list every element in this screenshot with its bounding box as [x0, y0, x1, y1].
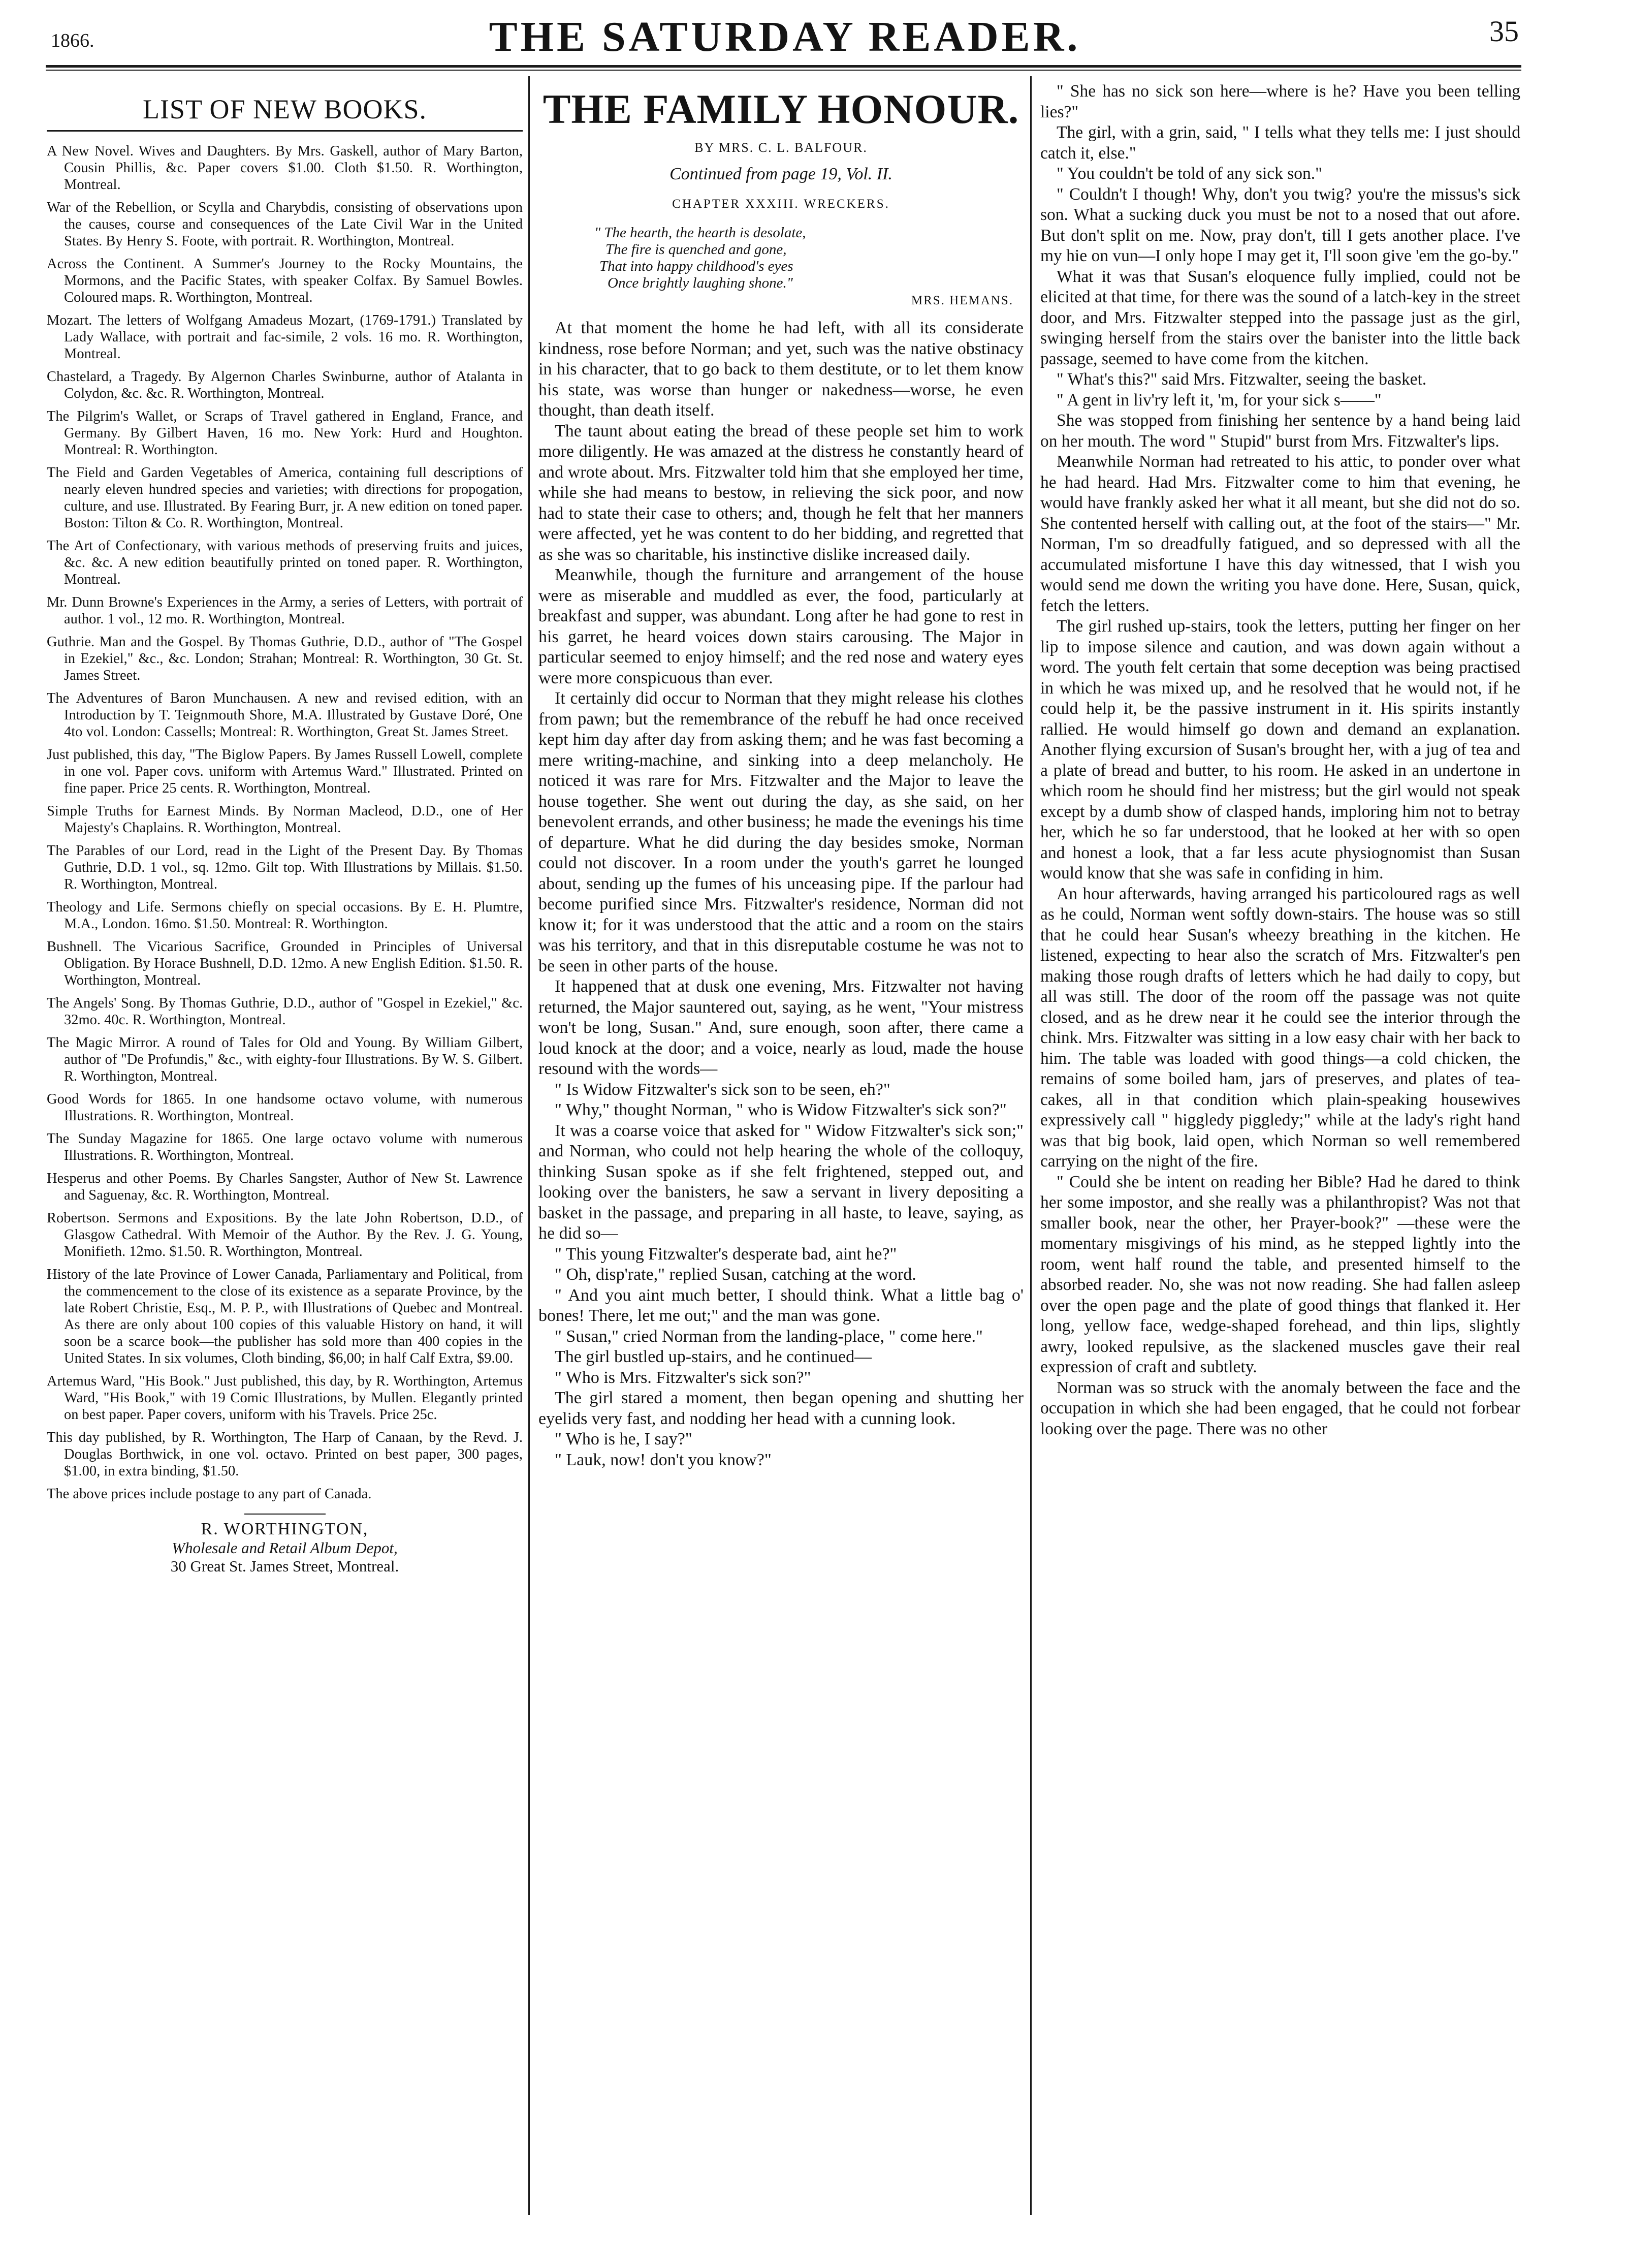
story-paragraph: The taunt about eating the bread of these people set him to work more diligently. He was amazed at the distress he constantly heard of and wrote about. Mrs. Fitzwalter told him that she employed her time, while she had means to bestow, in relieving the sick poor, and now had to state their case to others; and, though he felt that her manners were affected, yet he was content to do her bidding, and regretted that as she was so charitable, his instinctive dislike increased daily. [538, 421, 1024, 564]
book-entry: Robertson. Sermons and Expositions. By the late John Robertson, D.D., of Glasgow Cathedral. With Memoir of the Author. By the Rev. J. G. Young, Monifieth. 12mo. $1.50. R. Worthington, Montreal. [47, 1210, 523, 1259]
masthead [51, 9, 1519, 60]
story-paragraph: " Lauk, now! don't you know?" [555, 1450, 772, 1469]
book-entry: This day published, by R. Worthington, The Harp of Canaan, by the Revd. J. Douglas Borthwick, in one vol. octavo. Printed on best paper, 300 pages, $1.00, in extra binding, $1.50. [47, 1430, 523, 1479]
story-paragraph: It happened that at dusk one evening, Mrs. Fitzwalter not having returned, the Major sauntered out, saying, as he went, "Your mistress won't be long, Susan." And, sure enough, soon after, there came a loud knock at the door; and a voice, nearly as loud, made the house resound with the words— [538, 977, 1024, 1078]
masthead-rule [46, 65, 1521, 68]
story-paragraph: " You couldn't be told of any sick son." [1057, 164, 1322, 183]
story-paragraph: At that moment the home he had left, with all its considerate kindness, rose before Norman; and yet, such was the native obstinacy in his character, that to go back to them destitute, or to let them know his state, was worse than hunger or nakedness—worse, he even thought, than death itself. [538, 319, 1024, 420]
story-paragraph: " What's this?" said Mrs. Fitzwalter, seeing the basket. [1057, 370, 1427, 389]
book-entry: The above prices include postage to any part of Canada. [47, 1486, 372, 1502]
book-entry: Mozart. The letters of Wolfgang Amadeus Mozart, (1769-1791.) Translated by Lady Wallace, with portrait and fac-simile, 2 vols. 16 mo. R. Worthington, Montreal. [47, 312, 523, 362]
epigraph-line: That into happy childhood's eyes [599, 258, 793, 274]
book-entry: The Adventures of Baron Munchausen. A new and revised edition, with an Introduction by T. Teignmouth Shore, M.A. Illustrated by Gustave Doré, One 4to vol. London: Cassells; Montreal: R. Worthington, Great St. James Street. [47, 690, 523, 740]
story-paragraph: " Who is he, I say?" [555, 1430, 692, 1448]
story-paragraph: Meanwhile Norman had retreated to his attic, to ponder over what he had heard. Had Mrs. Fitzwalter come to him that evening, he would have frankly asked her what it all meant, but she did not do so. She contented herself with calling out, at the foot of the stairs—" Mr. Norman, I'm so dreadfully fatigued, and so depressed with all the accumulated misfortune I have this day witnessed, that I wish you would send me down the writing you have done. Here, Susan, quick, fetch the letters. [1040, 452, 1520, 615]
book-entry: Simple Truths for Earnest Minds. By Norman Macleod, D.D., one of Her Majesty's Chaplains. R. Worthington, Montreal. [47, 803, 523, 836]
book-entry: History of the late Province of Lower Canada, Parliamentary and Political, from the commencement to the close of its existence as a separate Province, by the late Robert Christie, Esq., M. P. P., with Illustrations of Quebec and Montreal. As there are only about 100 copies of this valuable History on hand, it will soon be a scarce book—the publisher has sold more than 400 copies in the United States. In six volumes, Cloth binding, $6,00; in half Calf Extra, $9.00. [47, 1267, 523, 1366]
story-paragraph: The girl stared a moment, then began opening and shutting her eyelids very fast, and nodding her head with a cunning look. [538, 1389, 1024, 1428]
epigraph [538, 225, 1024, 292]
publisher-description: Wholesale and Retail Album Depot, [172, 1539, 398, 1557]
story-paragraph: The girl, with a grin, said, " I tells what they tells me: I just should catch it, else." [1040, 123, 1520, 163]
book-entry: War of the Rebellion, or Scylla and Charybdis, consisting of observations upon the causes, course and consequences of the Late Civil War in the United States. By Henry S. Foote, with portrait. R. Worthington, Montreal. [47, 200, 523, 249]
masthead-rule-thin [46, 70, 1521, 71]
publisher-footer [47, 1514, 523, 1576]
book-entry: Bushnell. The Vicarious Sacrifice, Grounded in Principles of Universal Obligation. By Horace Bushnell, D.D. 12mo. A new English Edition. $1.50. R. Worthington, Montreal. [47, 939, 523, 988]
book-entry: Good Words for 1865. In one handsome octavo volume, with numerous Illustrations. R. Worthington, Montreal. [47, 1091, 523, 1124]
story-column-2 [1040, 81, 1520, 2235]
byline: BY MRS. C. L. BALFOUR. [694, 140, 868, 155]
book-entry: A New Novel. Wives and Daughters. By Mrs. Gaskell, author of Mary Barton, Cousin Phillis, &c. Paper covers $1.00. Cloth $1.50. R. Worthington, Montreal. [47, 143, 523, 193]
epigraph-line: Once brightly laughing shone." [608, 275, 793, 291]
book-entry: Guthrie. Man and the Gospel. By Thomas Guthrie, D.D., author of "The Gospel in Ezekiel," &c., &c. London; Strahan; Montreal: R. Worthington, 30 Gt. St. James Street. [47, 634, 523, 683]
story-paragraph: The girl bustled up-stairs, and he continued— [555, 1347, 872, 1366]
story-paragraph: " And you aint much better, I should think. What a little bag o' bones! There, let me out;" and the man was gone. [538, 1285, 1024, 1325]
story-paragraph: It certainly did occur to Norman that they might release his clothes from pawn; but the remembrance of the rebuff he had once received kept him day after day from asking them; and he was fast becoming a mere writing-machine, and sinking into a deep melancholy. He noticed it was rare for Mrs. Fitzwalter and the Major to leave the house together. She went out during the day, as she said, on her benevolent errands, and other business; he made the evenings his time of departure. What he did during the day besides smoke, Norman could not discover. In a room under the youth's garret he lounged about, sending up the fumes of his unceasing pipe. If the parlour had become purified since Mrs. Fitzwalter's residence, Norman did not know it; for it was understood that the attic and a room on the stairs was his territory, and that in this disreputable costume he was not to be seen in other parts of the house. [538, 689, 1024, 975]
story-paragraph: " Susan," cried Norman from the landing-place, " come here." [555, 1327, 983, 1346]
column-divider [528, 76, 530, 2215]
book-entry: Hesperus and other Poems. By Charles Sangster, Author of New St. Lawrence and Saguenay, &c. R. Worthington, Montreal. [47, 1171, 523, 1203]
publisher-address: 30 Great St. James Street, Montreal. [170, 1557, 399, 1575]
book-list-column [47, 81, 523, 2195]
book-entry: Across the Continent. A Summer's Journey to the Rocky Mountains, the Mormons, and the Pacific States, with speaker Colfax. By Samuel Bowles. Coloured maps. R. Worthington, Montreal. [47, 256, 523, 305]
book-entry: The Sunday Magazine for 1865. One large octavo volume with numerous Illustrations. R. Worthington, Montreal. [47, 1131, 523, 1163]
story-column-1 [538, 81, 1024, 2235]
book-entry: Chastelard, a Tragedy. By Algernon Charles Swinburne, author of Atalanta in Colydon, &c. &c. R. Worthington, Montreal. [47, 369, 523, 401]
story-paragraph: It was a coarse voice that asked for " Widow Fitzwalter's sick son;" and Norman, who could not help hearing the whole of the colloquy, thinking Susan spoke as if she felt frightened, stepped out, and looking over the banisters, he saw a servant in livery depositing a basket in the passage, and preparing in all haste, to leave, saying, as he did so— [538, 1121, 1024, 1243]
story-paragraph: What it was that Susan's eloquence fully implied, could not be elicited at that time, for there was the sound of a latch-key in the street door, and Mrs. Fitzwalter stepped into the passage just as the girl, swinging herself from the stairs over the banister into the little back passage, seemed to have come from the kitchen. [1040, 267, 1520, 368]
continued-note: Continued from page 19, Vol. II. [669, 165, 892, 183]
story-title: THE FAMILY HONOUR. [543, 86, 1019, 132]
story-paragraph: " Who is Mrs. Fitzwalter's sick son?" [555, 1368, 811, 1387]
story-paragraph: " Why," thought Norman, " who is Widow Fitzwalter's sick son?" [555, 1100, 1007, 1119]
story-body [538, 318, 1024, 1470]
book-entry: The Magic Mirror. A round of Tales for Old and Young. By William Gilbert, author of "De Profundis," &c., with eighty-four Illustrations. By W. S. Gilbert. R. Worthington, Montreal. [47, 1035, 523, 1084]
column-divider [1030, 76, 1032, 2215]
book-entry: The Parables of our Lord, read in the Light of the Present Day. By Thomas Guthrie, D.D. 1 vol., sq. 12mo. Gilt top. With Illustrations by Millais. $1.50. R. Worthington, Montreal. [47, 843, 523, 892]
chapter-heading: CHAPTER XXXIII. WRECKERS. [672, 197, 890, 211]
book-entry: Mr. Dunn Browne's Experiences in the Army, a series of Letters, with portrait of author. 1 vol., 12 mo. R. Worthington, Montreal. [47, 594, 523, 627]
footer-rule [244, 1514, 326, 1515]
publisher-name: R. WORTHINGTON, [201, 1520, 369, 1538]
story-paragraph: " This young Fitzwalter's desperate bad, aint he?" [555, 1244, 897, 1264]
heading-rule [47, 130, 523, 132]
story-paragraph: " Could she be intent on reading her Bible? Had he dared to think her some impostor, and she really was a philanthropist? Was not that smaller book, near the other, her Prayer-book?" —these were the momentary misgivings of his mind, as he stepped lightly into the room, went half round the table, and presented himself to the absorbed reader. No, she was not now reading. She had fallen asleep over the open page and the plate of good things that flanked it. Her long, yellow face, wedge-shaped forehead, and thin lips, slightly awry, looked repulsive, as the slackened muscles gave their real expression of craft and subtlety. [1040, 1172, 1520, 1376]
book-entry: The Pilgrim's Wallet, or Scraps of Travel gathered in England, France, and Germany. By Gilbert Haven, 16 mo. New York: Hurd and Houghton. Montreal: R. Worthington. [47, 408, 523, 458]
story-paragraph: " Oh, disp'rate," replied Susan, catching at the word. [555, 1265, 916, 1284]
book-entry: The Angels' Song. By Thomas Guthrie, D.D., author of "Gospel in Ezekiel," &c. 32mo. 40c. R. Worthington, Montreal. [47, 995, 523, 1028]
epigraph-line: The fire is quenched and gone, [605, 241, 787, 258]
story-paragraph: She was stopped from finishing her sentence by a hand being laid on her mouth. The word " Stupid" burst from Mrs. Fitzwalter's lips. [1040, 411, 1520, 451]
newspaper-title: THE SATURDAY READER. [489, 13, 1081, 60]
issue-year: 1866. [51, 30, 94, 51]
story-paragraph: Norman was so struck with the anomaly between the face and the occupation in which she had been engaged, that he could not forbear looking over the page. There was no other [1040, 1378, 1520, 1438]
story-paragraph: " She has no sick son here—where is he? Have you been telling lies?" [1040, 82, 1520, 121]
story-paragraph: Meanwhile, though the furniture and arrangement of the house were as miserable and muddled as ever, the food, particularly at breakfast and supper, was abundant. Long after he had gone to rest in his garret, he heard voices down stairs carousing. The Major in particular seemed to enjoy himself; and the red nose and watery eyes were more conspicuous than ever. [538, 565, 1024, 687]
book-list-heading: LIST OF NEW BOOKS. [142, 94, 427, 124]
book-entry: The Art of Confectionary, with various methods of preserving fruits and juices, &c. &c. A new edition beautifully printed on toned paper. R. Worthington, Montreal. [47, 538, 523, 587]
story-paragraph: " Is Widow Fitzwalter's sick son to be seen, eh?" [555, 1080, 890, 1099]
epigraph-attribution: MRS. HEMANS. [911, 294, 1013, 307]
epigraph-line: " The hearth, the hearth is desolate, [594, 225, 806, 241]
book-list [47, 143, 523, 1502]
story-paragraph: " A gent in liv'ry left it, 'm, for your sick s——" [1057, 390, 1382, 410]
story-paragraph: " Couldn't I though! Why, don't you twig? you're the missus's sick son. What a sucking duck you must be not to a nosed that out afore. But don't split on me. Now, pray don't, till I gets another place. I've my hie on vun—I only hope I may get it, I'll soon give 'em the go-by." [1040, 184, 1520, 265]
book-entry: Theology and Life. Sermons chiefly on special occasions. By E. H. Plumtre, M.A., London. 16mo. $1.50. Montreal: R. Worthington. [47, 899, 523, 932]
book-entry: The Field and Garden Vegetables of America, containing full descriptions of nearly eleven hundred species and varieties; with directions for propogation, culture, and use. Illustrated. By Fearing Burr, jr. A new edition on toned paper. Boston: Tilton & Co. R. Worthington, Montreal. [47, 465, 523, 531]
story-paragraph: An hour afterwards, having arranged his particoloured rags as well as he could, Norman went softly down-stairs. The house was so still that he could hear Susan's wheezy breathing in the kitchen. He listened, expecting to hear also the scratch of Mrs. Fitzwalter's pen making those rough drafts of letters which he had daily to copy, but all was still. The door of the room off the passage was not quite closed, and as he drew near it he could see the interior through the chink. Mrs. Fitzwalter was sitting in a low easy chair with her back to him. The table was loaded with good things—a cold chicken, the remains of some boiled ham, jars of preserves, and plates of tea-cakes, all in that condition which plain-speaking housewives expressively call " higgledy piggledy;" while at the lady's right hand was that big book, laid open, which Norman so well remembered carrying on the night of the fire. [1040, 884, 1520, 1171]
story-body [1040, 81, 1520, 1439]
book-entry: Just published, this day, "The Biglow Papers. By James Russell Lowell, complete in one vol. Paper covs. uniform with Artemus Ward." Illustrated. Printed on fine paper. Price 25 cents. R. Worthington, Montreal. [47, 747, 523, 796]
book-entry: Artemus Ward, "His Book." Just published, this day, by R. Worthington, Artemus Ward, "His Book," with 19 Comic Illustrations, by Mullen. Elegantly printed on best paper. Paper covers, uniform with his Travels. Price 25c. [47, 1373, 523, 1423]
page-number: 35 [1489, 15, 1519, 48]
story-paragraph: The girl rushed up-stairs, took the letters, putting her finger on her lip to impose silence and caution, and was down again without a word. The youth felt certain that some deception was being practised in which he was mixed up, and he resolved that he would not, if he could help it, be the passive instrument in it. His spirits instantly rallied. He would himself go down and demand an explanation. Another flying excursion of Susan's brought her, with a jug of tea and a plate of bread and butter, to his room. He asked in an undertone in which room he should find her mistress; but the girl would not speak except by a dumb show of clasped hands, imploring him not to betray her, which he so far understood, that he looked at her with so open and honest a look, that a far less acute physiognomist than Susan would know that she was safe in confiding in him. [1040, 617, 1520, 883]
